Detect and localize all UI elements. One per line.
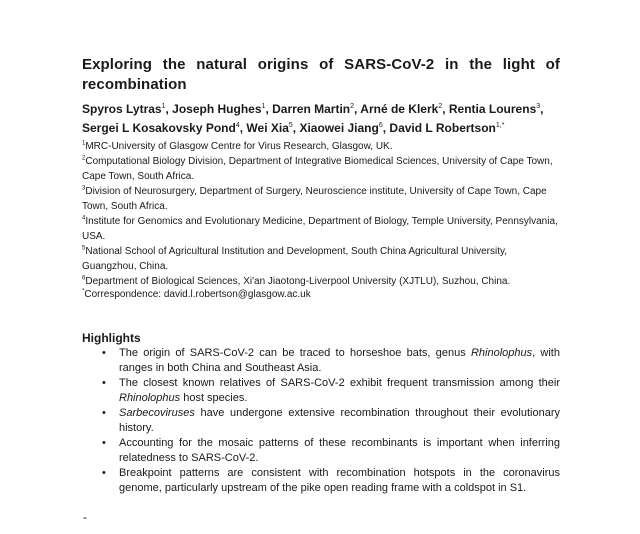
author: Wei Xia$^5$ [246,121,293,135]
affiliation-item: $^6$Department of Biological Sciences, Xi'an Jiaotong-Liverpool University (XJTLU), Suzhou, China. [82,275,511,287]
affiliation-item: $^3$Division of Neurosurgery, Department of Surgery, Neuroscience institute, University of Cape Town, Cape Town, South Africa. [82,185,547,212]
bullet-icon: • [102,437,106,449]
trailing-mark: - [83,510,87,524]
highlight-item: • Breakpoint patterns are consistent with recombination hotspots in the coronavirus genome, particularly upstream of the pike open reading frame with a coldspot in S1. [102,467,560,494]
correspondence-email: Correspondence: david.l.robertson@glasgow.ac.uk [84,289,311,300]
highlights-heading: Highlights [82,331,141,345]
paper-title: Exploring the natural origins of SARS-CoV-2 in the light of recombination [82,56,560,93]
highlight-item: • Accounting for the mosaic patterns of these recombinants is important when inferring relatedness to SARS-CoV-2. [102,437,560,464]
author: Darren Martin$^2$ [272,102,355,116]
highlights-list [82,346,560,496]
author: Rentia Lourens$^3$ [448,102,541,116]
affiliation-item: $^2$Computational Biology Division, Department of Integrative Biomedical Sciences, University of Cape Town, Cape Town, South Africa. [82,155,553,182]
affiliation-list [82,139,562,289]
author: Joseph Hughes$^1$ [172,102,266,116]
author-list: Spyros Lytras$^1$, Joseph Hughes$^1$, Darren Martin$^2$, Arné de Klerk$^2$, Rentia Lourens$^3$, Sergei L Kosakovsky Pond$^4$, Wei Xia$^5$, Xiaowei Jiang$^6$, David L Robertson$^{1,*}$ [82,102,544,135]
highlight-item: • The closest known relatives of SARS-CoV-2 exhibit frequent transmission among their Rhinolophus host species. [102,377,560,404]
author: Sergei L Kosakovsky Pond$^4$ [82,121,240,135]
correspondence: *Correspondence: david.l.robertson@glasgow.ac.uk [82,288,311,300]
author: Spyros Lytras$^1$ [82,102,166,116]
affiliation-item: $^1$MRC-University of Glasgow Centre for Virus Research, Glasgow, UK. [82,140,393,152]
bullet-icon: • [102,407,106,419]
affiliation-item: $^4$Institute for Genomics and Evolutionary Medicine, Department of Biology, Temple University, Pennsylvania, USA. [82,215,558,242]
author: Arné de Klerk$^2$ [360,102,443,116]
highlight-item: • Sarbecoviruses have undergone extensive recombination throughout their evolutionary history. [102,407,560,434]
bullet-icon: • [102,377,106,389]
bullet-icon: • [102,347,106,359]
highlight-item: • The origin of SARS-CoV-2 can be traced to horseshoe bats, genus Rhinolophus, with ranges in both China and Southeast Asia. [102,347,560,374]
affiliation-item: $^5$National School of Agricultural Institution and Development, South China Agricultural University, Guangzhou, China. [82,245,508,272]
author: David L Robertson$^{1,*}$ [389,121,505,135]
author: Xiaowei Jiang$^6$ [299,121,383,135]
bullet-icon: • [102,467,106,479]
